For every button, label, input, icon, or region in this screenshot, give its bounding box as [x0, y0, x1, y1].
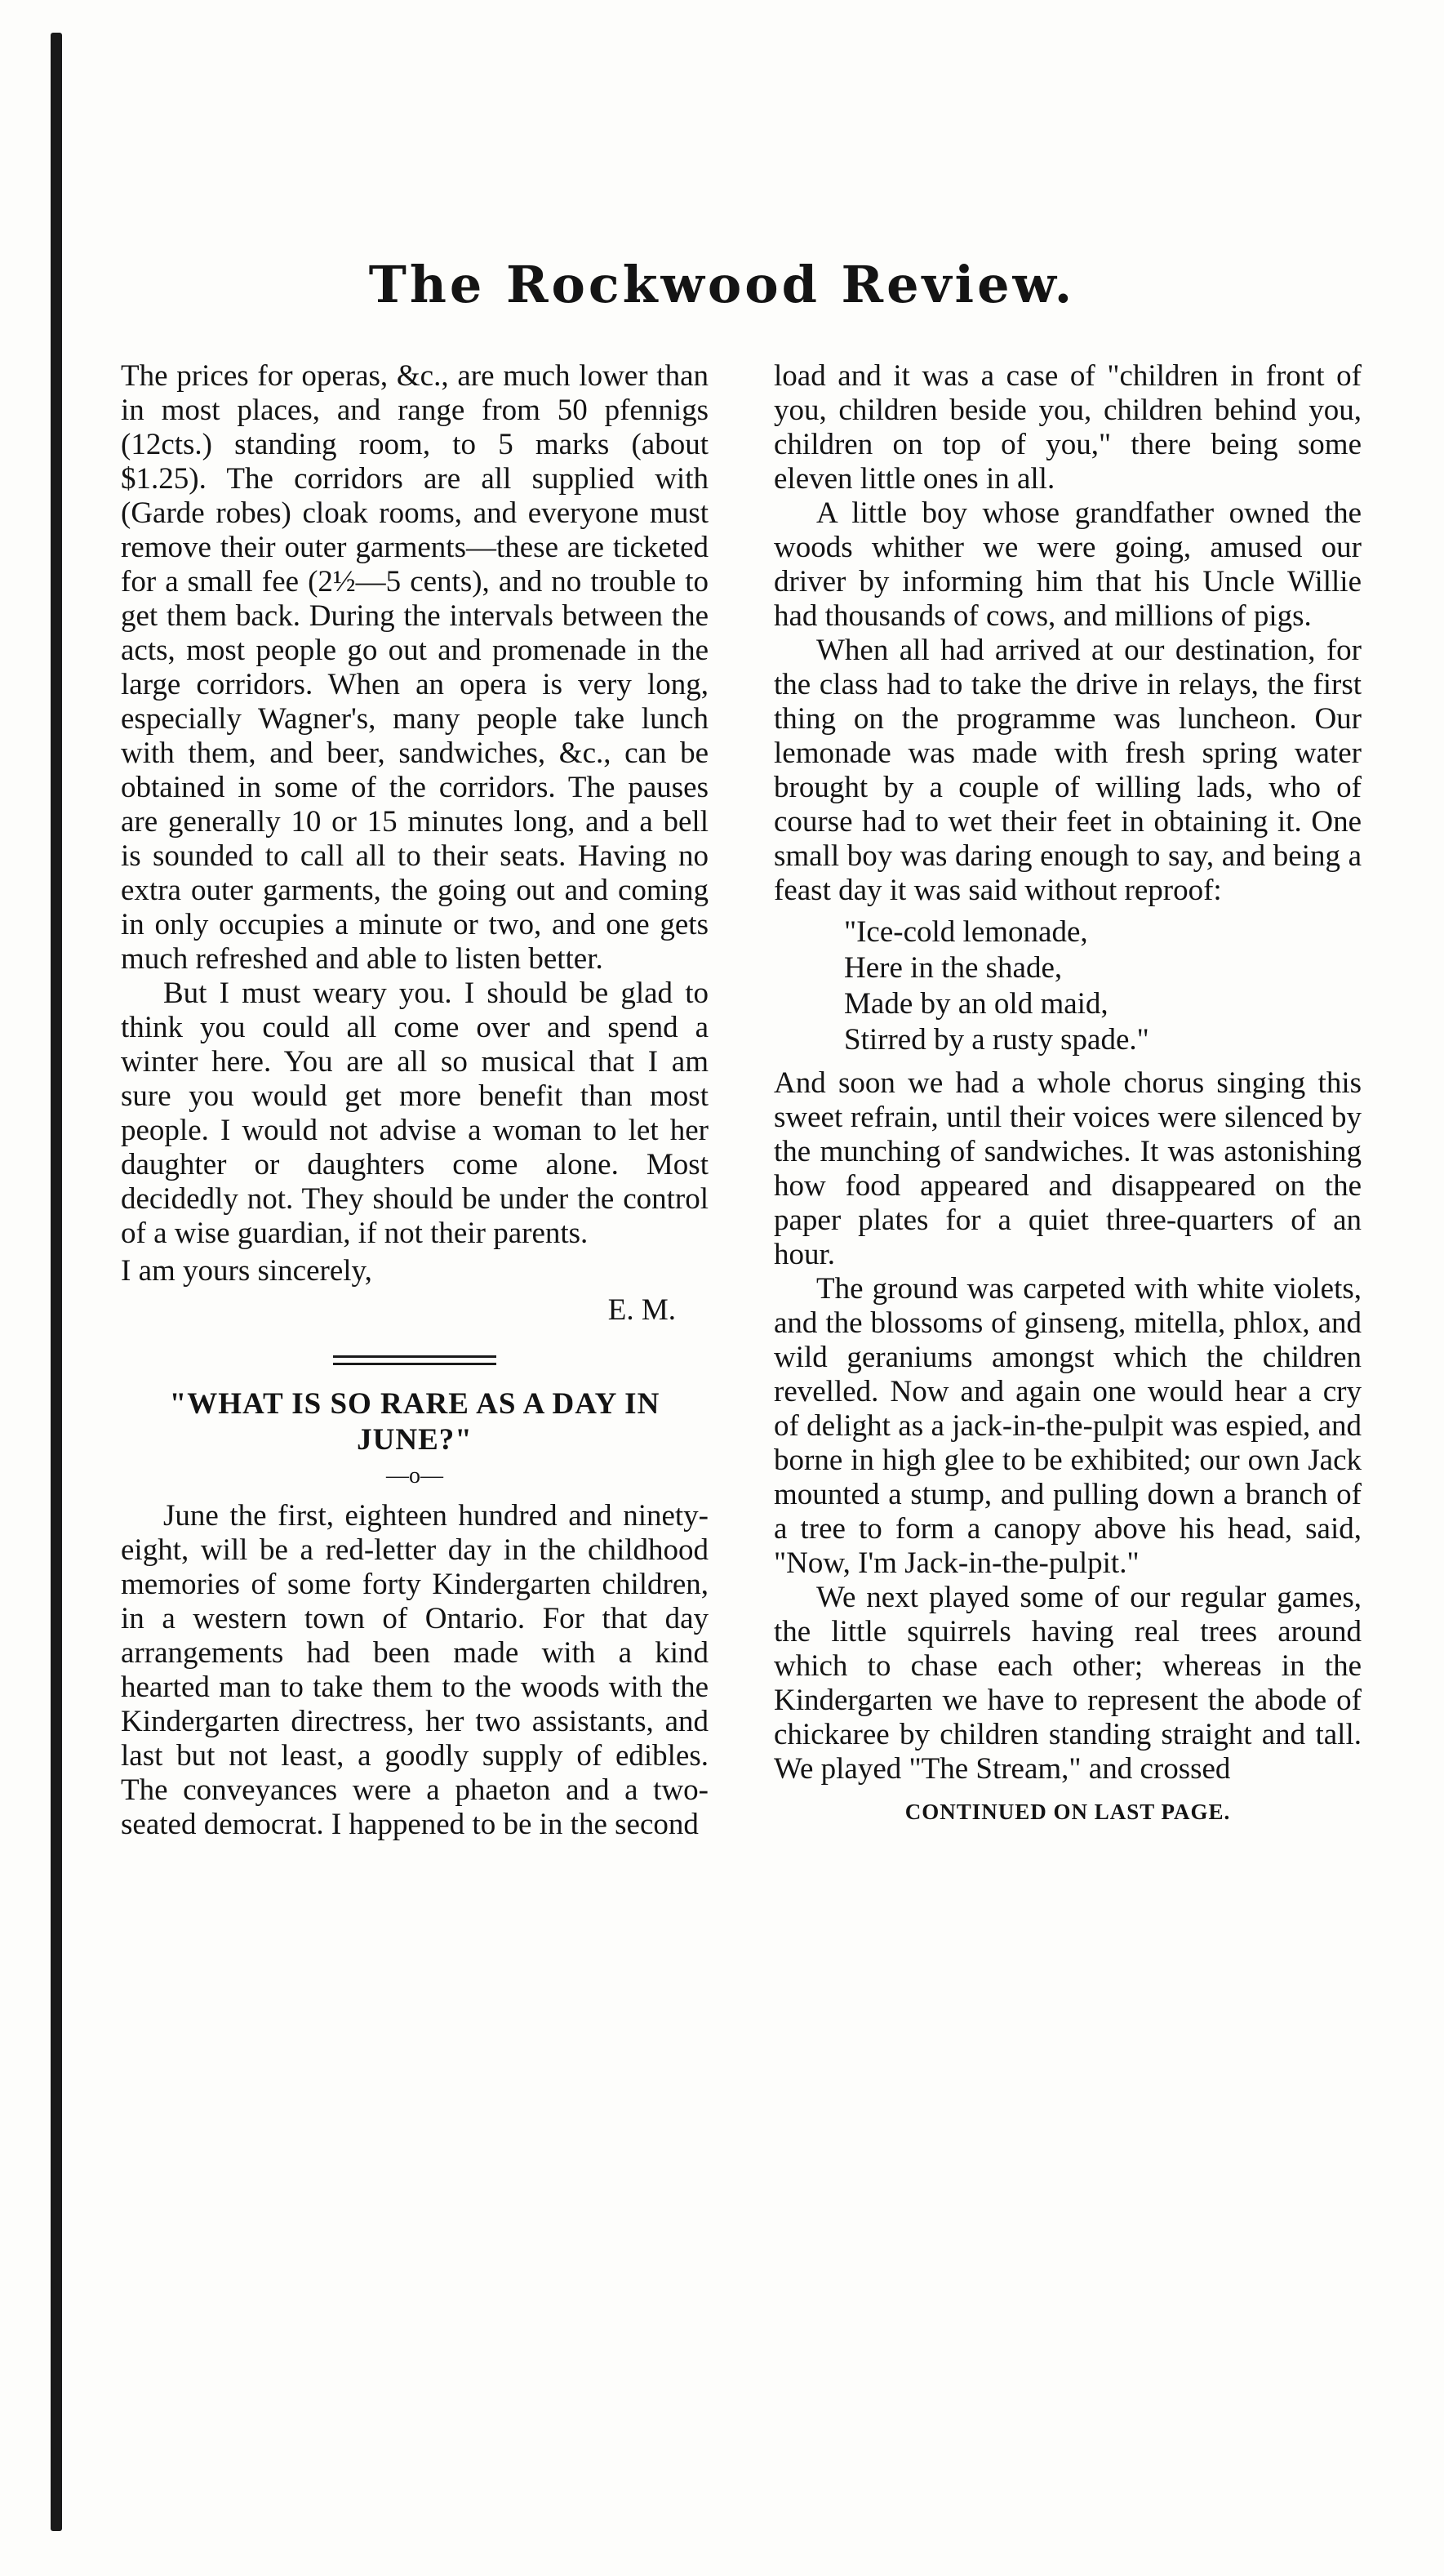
masthead-title: The Rockwood Review. [368, 255, 1076, 314]
opera-prices-paragraph: The prices for operas, &c., are much lower than in most places, and range from 50 pfennigs (12cts.) standing room, to 5 marks (about $1.25). The corridors are all supplied with (Garde robes) cloak rooms, and everyone must remove their outer garments—these are ticketed for a small fee (2½—5 cents), and no trouble to get them back. During the intervals between the acts, most people go out and promenade in the large corridors. When an opera is very long, especially Wagner's, many people take lunch with them, and beer, sandwiches, &c., can be obtained in some of the corridors. The pauses are generally 10 or 15 minutes long, and a bell is sounded to call all to their seats. Having no extra outer garments, the going out and coming in only occupies a minute or two, and one gets much refreshed and able to listen better. [121, 359, 709, 976]
verse-line: Made by an old maid, [844, 987, 1109, 1021]
left-column [121, 359, 709, 1842]
continued-note: CONTINUED ON LAST PAGE. [904, 1800, 1231, 1824]
article-headline: "WHAT IS SO RARE AS A DAY IN JUNE?" [169, 1387, 660, 1457]
verse-line: Here in the shade, [844, 951, 1063, 985]
weary-you-paragraph: But I must weary you. I should be glad to think you could all come over and spend a winter here. You are all so musical that I am sure you would get more benefit than most people. I would not advise a woman to let her daughter or daughters come alone. Most decidedly not. They should be under the control of a wise guardian, if not their parents. [121, 977, 709, 1250]
second-load-paragraph: load and it was a case of "children in front of you, children beside you, children behind you, children on top of you," there being some eleven little ones in all. [774, 359, 1362, 496]
grandfather-paragraph: A little boy whose grandfather owned the woods whither we were going, amused our driver by informing him that his Uncle Willie had thousands of cows, and millions of pigs. [774, 496, 1362, 633]
letter-initials: E. M. [607, 1293, 676, 1327]
destination-paragraph: When all had arrived at our destination, for the class had to take the drive in relays, the first thing on the programme was luncheon. Our lemonade was made with fresh spring water brought by a couple of willing lads, who of course had to wet their feet in obtaining it. One small boy was daring enough to say, and being a feast day it was said without reproof: [774, 634, 1362, 907]
verse-line: "Ice-cold lemonade, [844, 915, 1088, 949]
ground-paragraph: The ground was carpeted with white violets, and the blossoms of ginseng, mitella, phlox, and wild geraniums amongst which the children revelled. Now and again one would hear a cry of delight as a jack-in-the-pulpit was espied, and borne in high glee to be exhibited; our own Jack mounted a stump, and pulling down a branch of a tree to form a canopy above his head, said, "Now, I'm Jack-in-the-pulpit." [774, 1272, 1362, 1580]
headline-ornament: —o— [386, 1463, 443, 1488]
lemonade-verse [774, 914, 1362, 1058]
section-divider [333, 1355, 496, 1365]
chorus-paragraph: And soon we had a whole chorus singing this sweet refrain, until their voices were silenced by the munching of sandwiches. It was astonishing how food appeared and disappeared on the paper plates for a quiet three-quarters of an hour. [774, 1066, 1362, 1271]
right-column [774, 359, 1362, 1829]
verse-line: Stirred by a rusty spade." [844, 1023, 1149, 1057]
letter-signoff: I am yours sincerely, [121, 1254, 372, 1288]
games-paragraph: We next played some of our regular games, the little squirrels having real trees around which to chase each other; whereas in the Kindergarten we have to represent the abode of chickaree by children standing straight and tall. We played "The Stream," and crossed [774, 1581, 1362, 1786]
june-first-paragraph: June the first, eighteen hundred and ninety-eight, will be a red-letter day in the childhood memories of some forty Kindergarten children, in a western town of Ontario. For that day arrangements had been made with a kind hearted man to take them to the woods with the Kindergarten directress, her two assistants, and last but not least, a goodly supply of edibles. The conveyances were a phaeton and a two-seated democrat. I happened to be in the second [121, 1499, 709, 1841]
page-edge-rule [51, 33, 62, 2531]
